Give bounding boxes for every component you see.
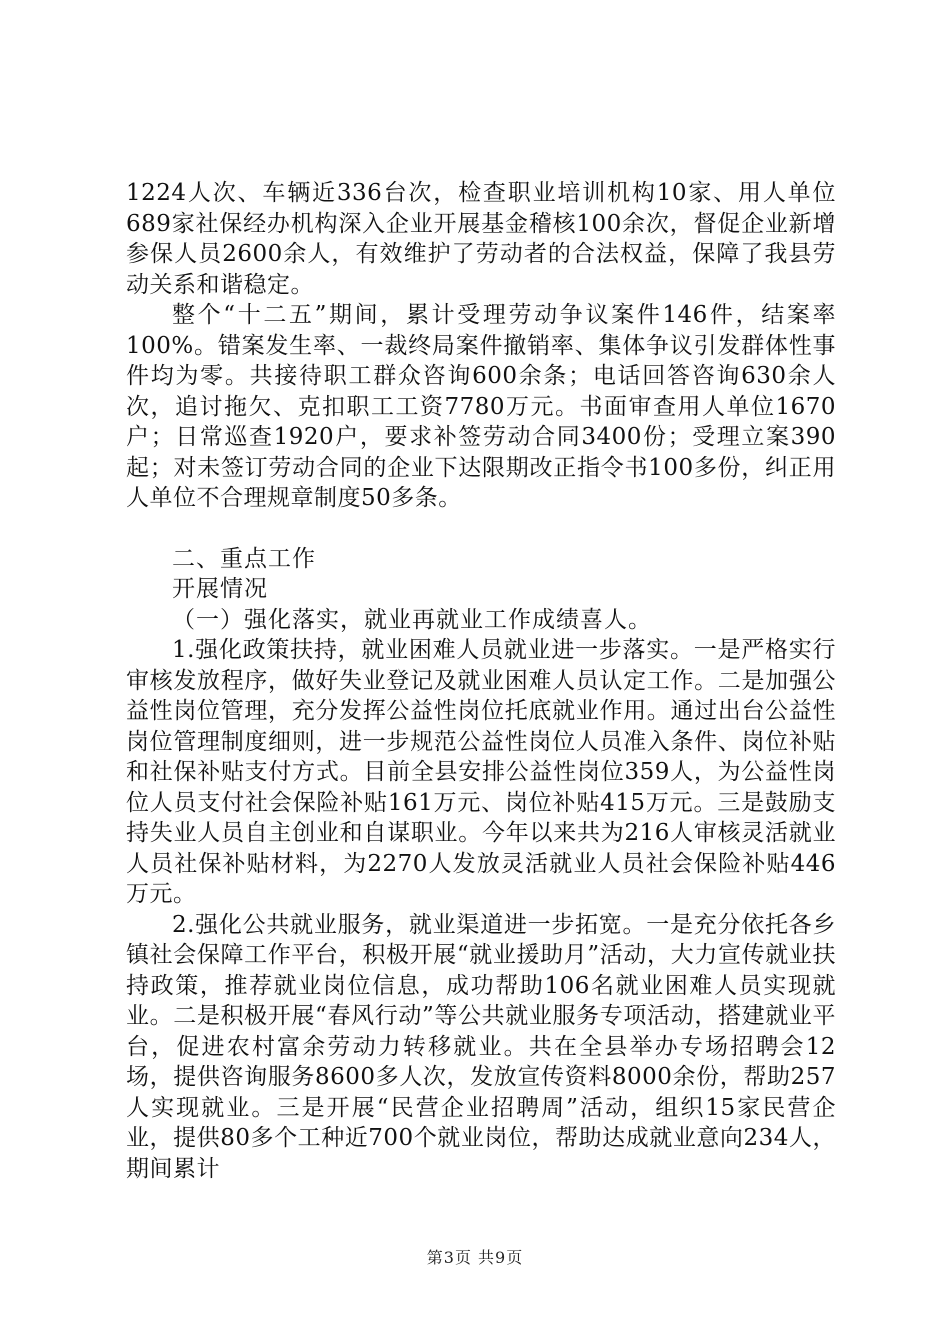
paragraph-labor-dispute-summary: 整个“十二五”期间，累计受理劳动争议案件146件，结案率100%。错案发生率、一裁终局案件撤销率、集体争议引发群体性事件均为零。共接待职工群众咨询600余条；电话回答咨询630余人次，追讨拖欠、克扣职工工资7780万元。书面审查用人单位1670户；日常巡查1920户，要求补签劳动合同3400份；受理立案390起；对未签订劳动合同的企业下达限期改正指令书100多份，纠正用人单位不合理规章制度50多条。 — [126, 302, 836, 511]
document-body — [126, 178, 836, 1184]
paragraph-public-employment-service: 2.强化公共就业服务，就业渠道进一步拓宽。一是充分依托各乡镇社会保障工作平台，积极开展“就业援助月”活动，大力宣传就业扶持政策，推荐就业岗位信息，成功帮助106名就业困难人员实现就业。二是积极开展“春风行动”等公共就业服务专项活动，搭建就业平台，促进农村富余劳动力转移就业。共在全县举办专场招聘会12场，提供咨询服务8600多人次，发放宣传资料8000余份，帮助257人实现就业。三是开展“民营企业招聘周”活动，组织15家民营企业，提供80多个工种近700个就业岗位，帮助达成就业意向234人，期间累计 — [126, 911, 836, 1182]
paragraph-inspection-summary: 1224人次、车辆近336台次，检查职业培训机构10家、用人单位689家社保经办机构深入企业开展基金稽核100余次，督促企业新增参保人员2600余人，有效维护了劳动者的合法权益，保障了我县劳动关系和谐稳定。 — [126, 180, 836, 298]
page-number-footer: 第3页 共9页 — [426, 1248, 524, 1267]
section-heading: 二、重点工作 — [172, 545, 316, 572]
paragraph-policy-support: 1.强化政策扶持，就业困难人员就业进一步落实。一是严格实行审核发放程序，做好失业登记及就业困难人员认定工作。二是加强公益性岗位管理，充分发挥公益性岗位托底就业作用。通过出台公益性岗位管理制度细则，进一步规范公益性岗位人员准入条件、岗位补贴和社保补贴支付方式。目前全县安排公益性岗位359人，为公益性岗位人员支付社会保险补贴161万元、岗位补贴415万元。三是鼓励支持失业人员自主创业和自谋职业。今年以来共为216人审核灵活就业人员社保补贴材料，为2270人发放灵活就业人员社会保险补贴446万元。 — [126, 637, 836, 907]
subsection-heading: （一）强化落实，就业再就业工作成绩喜人。 — [172, 606, 652, 633]
section-heading-continued: 开展情况 — [172, 576, 268, 602]
section-spacer — [126, 514, 836, 544]
